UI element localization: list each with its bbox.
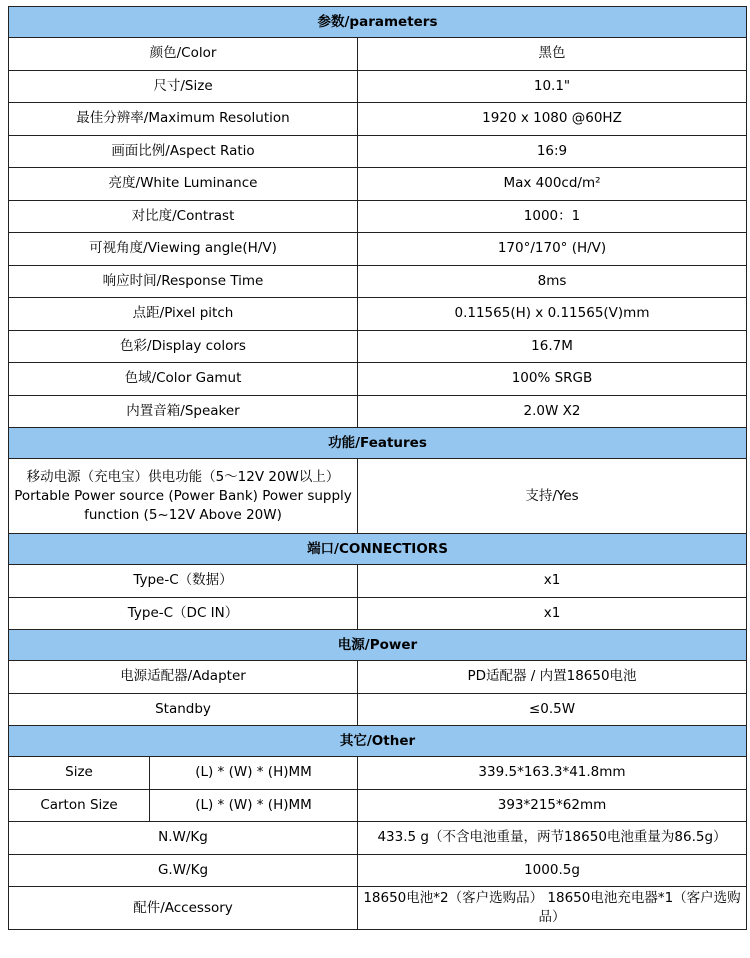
table-row (9, 200, 747, 233)
row-value: 339.5*163.3*41.8mm (358, 757, 747, 790)
section-header-features (9, 428, 747, 459)
table-row (9, 565, 747, 598)
row-value: 0.11565(H) x 0.11565(V)mm (358, 298, 747, 331)
row-label: Size (9, 757, 150, 790)
feature-label-line: 移动电源（充电宝）供电功能（5～12V 20W以上） (26, 468, 340, 485)
row-value: 10.1" (358, 70, 747, 103)
table-row (9, 661, 747, 694)
row-label: 色域/Color Gamut (9, 363, 358, 396)
row-label: N.W/Kg (9, 822, 358, 855)
table-row (9, 103, 747, 136)
row-label: 点距/Pixel pitch (9, 298, 358, 331)
row-label: Type-C（数据） (9, 565, 358, 598)
row-label: 最佳分辨率/Maximum Resolution (9, 103, 358, 136)
row-label: 尺寸/Size (9, 70, 358, 103)
table-row (9, 168, 747, 201)
table-row (9, 298, 747, 331)
table-row (9, 233, 747, 266)
row-value: 2.0W X2 (358, 395, 747, 428)
table-row (9, 395, 747, 428)
table-row (9, 135, 747, 168)
row-value: 黑色 (358, 38, 747, 71)
row-value: x1 (358, 565, 747, 598)
table-row (9, 38, 747, 71)
section-header-other (9, 726, 747, 757)
row-value: 1920 x 1080 @60HZ (358, 103, 747, 136)
spec-table (8, 6, 747, 930)
table-row (9, 887, 747, 930)
section-header-power (9, 630, 747, 661)
row-label: G.W/Kg (9, 854, 358, 887)
row-value: ≤0.5W (358, 693, 747, 726)
row-value: 18650电池*2（客户选购品） 18650电池充电器*1（客户选购品） (358, 887, 747, 930)
row-label: Type-C（DC IN） (9, 597, 358, 630)
row-value: x1 (358, 597, 747, 630)
table-row (9, 265, 747, 298)
row-value: 1000.5g (358, 854, 747, 887)
row-value: 170°/170° (H/V) (358, 233, 747, 266)
row-unit: (L) * (W) * (H)MM (150, 789, 358, 822)
table-row (9, 693, 747, 726)
section-title: 电源/Power (9, 630, 747, 661)
row-value: 16:9 (358, 135, 747, 168)
table-row (9, 789, 747, 822)
table-row (9, 330, 747, 363)
row-value: 100% SRGB (358, 363, 747, 396)
section-header-connectors (9, 534, 747, 565)
section-title: 端口/CONNECTIORS (9, 534, 747, 565)
row-label: 对比度/Contrast (9, 200, 358, 233)
row-label: 色彩/Display colors (9, 330, 358, 363)
row-label: 响应时间/Response Time (9, 265, 358, 298)
table-row (9, 854, 747, 887)
row-label: 画面比例/Aspect Ratio (9, 135, 358, 168)
row-value: 支持/Yes (358, 459, 747, 534)
row-label: 电源适配器/Adapter (9, 661, 358, 694)
row-value: 433.5 g（不含电池重量，两节18650电池重量为86.5g） (358, 822, 747, 855)
section-title: 其它/Other (9, 726, 747, 757)
table-row (9, 597, 747, 630)
row-value: 1000：1 (358, 200, 747, 233)
table-row (9, 70, 747, 103)
row-label: Carton Size (9, 789, 150, 822)
feature-label-line: function (5~12V Above 20W) (84, 506, 282, 523)
row-value: 393*215*62mm (358, 789, 747, 822)
section-title: 参数/parameters (9, 7, 747, 38)
row-label: 内置音箱/Speaker (9, 395, 358, 428)
row-label: 可视角度/Viewing angle(H/V) (9, 233, 358, 266)
row-label: 亮度/White Luminance (9, 168, 358, 201)
feature-label-line: Portable Power source (Power Bank) Power supply (14, 487, 352, 504)
table-row (9, 363, 747, 396)
section-header-parameters (9, 7, 747, 38)
row-value: 16.7M (358, 330, 747, 363)
table-row (9, 822, 747, 855)
row-label: Standby (9, 693, 358, 726)
table-row (9, 757, 747, 790)
row-label (9, 459, 358, 534)
row-label: 配件/Accessory (9, 887, 358, 930)
row-label: 颜色/Color (9, 38, 358, 71)
table-row (9, 459, 747, 534)
row-value: Max 400cd/m² (358, 168, 747, 201)
row-value: 8ms (358, 265, 747, 298)
row-unit: (L) * (W) * (H)MM (150, 757, 358, 790)
row-value: PD适配器 / 内置18650电池 (358, 661, 747, 694)
section-title: 功能/Features (9, 428, 747, 459)
